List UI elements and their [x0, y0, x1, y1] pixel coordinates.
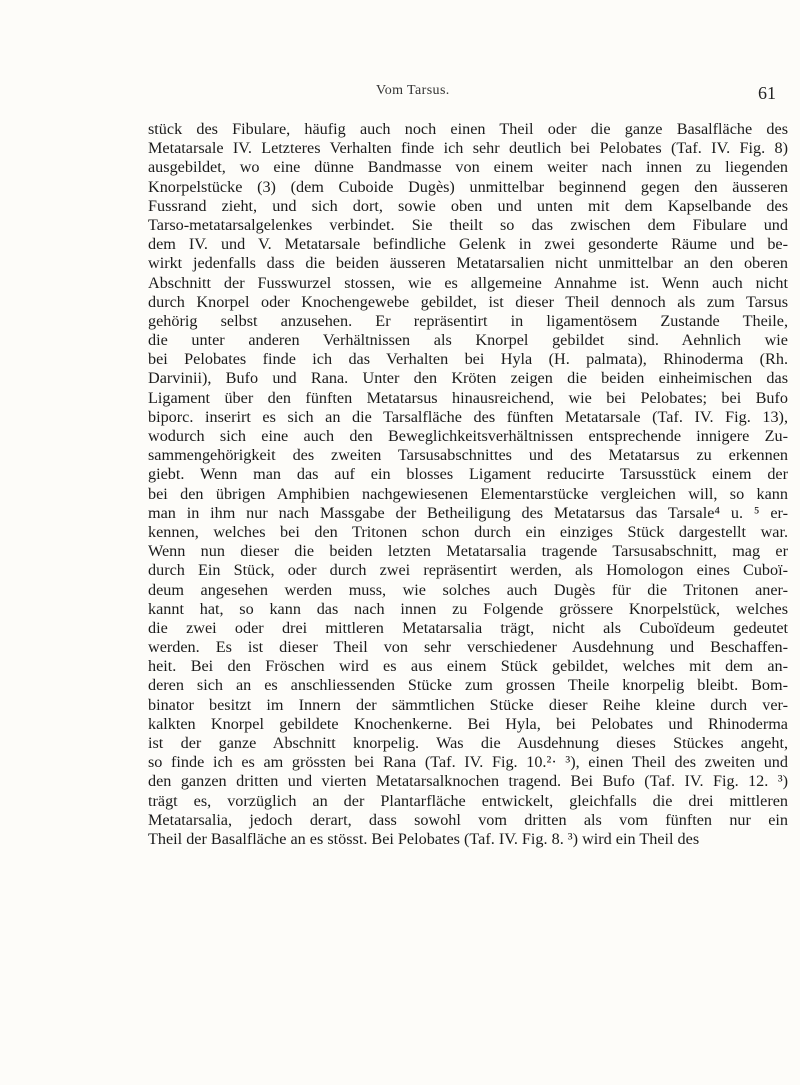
text-line: bei Pelobates finde ich das Verhalten bei Hyla (H. palmata), Rhinoderma (Rh.: [148, 350, 788, 369]
text-line: kannt hat, so kann das nach innen zu Folgende grössere Knorpelstück, welches: [148, 599, 788, 618]
text-line: deren sich an es anschliessenden Stücke zum grossen Theile knorpelig bleibt. Bom-: [148, 676, 788, 695]
text-line: ist der ganze Abschnitt knorpelig. Was die Ausdehnung dieses Stückes angeht,: [148, 734, 788, 752]
text-line: kalkten Knorpel gebildete Knochenkerne. Bei Hyla, bei Pelobates und Rhinoderma: [148, 714, 788, 733]
text-line: durch Ein Stück, oder durch zwei repräsentirt werden, als Homologon eines Cuboï-: [148, 561, 788, 580]
text-line: Metatarsale IV. Letzteres Verhalten finde ich sehr deutlich bei Pelobates (Taf. IV. Fig. 8): [148, 139, 788, 158]
text-line: binator besitzt im Innern der sämmtlichen Stücke dieser Reihe kleine durch ver-: [148, 695, 788, 714]
text-line: stück des Fibulare, häufig auch noch einen Theil oder die ganze Basalfläche des: [148, 120, 788, 138]
text-line: Tarso-metatarsalgelenkes verbindet. Sie theilt so das zwischen dem Fibulare und: [148, 215, 788, 234]
text-line: wirkt jedenfalls dass die beiden äusseren Metatarsalien nicht unmittelbar an den oberen: [148, 254, 788, 273]
text-line: ausgebildet, wo eine dünne Bandmasse von einem weiter nach innen zu liegenden: [148, 158, 788, 177]
text-line: die zwei oder drei mittleren Metatarsalia trägt, nicht als Cuboïdeum gedeutet: [148, 618, 788, 637]
text-line: heit. Bei den Fröschen wird es aus einem Stück gebildet, welches mit dem an-: [148, 657, 788, 676]
text-line: wodurch sich eine auch den Beweglichkeitsverhältnissen entsprechende innigere Zu-: [148, 427, 788, 445]
text-line: gehörig selbst anzusehen. Er repräsentirt in ligamentösem Zustande Theile,: [148, 311, 788, 330]
running-title: Vom Tarsus.: [376, 83, 450, 98]
text-line: biporc. inserirt es sich an die Tarsalfläche des fünften Metatarsale (Taf. IV. Fig. 13),: [148, 407, 788, 426]
text-line: die unter anderen Verhältnissen als Knorpel gebildet sind. Aehnlich wie: [148, 331, 788, 350]
page-number: 61: [758, 83, 776, 103]
text-line: den ganzen dritten und vierten Metatarsalknochen tragend. Bei Bufo (Taf. IV. Fig. 12. ³): [148, 772, 788, 791]
text-line: durch Knorpel oder Knochengewebe gebildet, ist dieser Theil dennoch als zum Tarsus: [148, 292, 788, 311]
body-text: [148, 120, 788, 849]
text-line: man in ihm nur nach Massgabe der Betheiligung des Metatarsus das Tarsale⁴ u. ⁵ er-: [148, 503, 788, 522]
text-line: Knorpelstücke (3) (dem Cuboide Dugès) unmittelbar beginnend gegen den äusseren: [148, 177, 788, 196]
text-line: giebt. Wenn man das auf ein blosses Ligament reducirte Tarsusstück einem der: [148, 465, 788, 484]
text-line: Ligament über den fünften Metatarsus hinausreichend, wie bei Pelobates; bei Bufo: [148, 388, 788, 407]
text-line: deum angesehen werden muss, wie solches auch Dugès für die Tritonen aner-: [148, 580, 788, 599]
text-line: Metatarsalia, jedoch derart, dass sowohl vom dritten als vom fünften nur ein: [148, 810, 788, 829]
text-line: Theil der Basalfläche an es stösst. Bei Pelobates (Taf. IV. Fig. 8. ³) wird ein Theil des: [148, 829, 700, 848]
text-line: Darvinii), Bufo und Rana. Unter den Kröten zeigen die beiden einheimischen das: [148, 369, 788, 388]
text-line: sammengehörigkeit des zweiten Tarsusabschnittes und des Metatarsus zu erkennen: [148, 446, 788, 465]
text-line: Wenn nun dieser die beiden letzten Metatarsalia tragende Tarsusabschnitt, mag er: [148, 542, 788, 561]
text-line: so finde ich es am grössten bei Rana (Taf. IV. Fig. 10.²· ³), einen Theil des zweiten und: [148, 753, 788, 772]
text-line: trägt es, vorzüglich an der Plantarfläche entwickelt, gleichfalls die drei mittleren: [148, 791, 788, 810]
text-line: werden. Es ist dieser Theil von sehr verschiedener Ausdehnung und Beschaffen-: [148, 638, 788, 657]
text-line: Fussrand zieht, und sich dort, sowie oben und unten mit dem Kapselbande des: [148, 196, 788, 215]
text-line: Abschnitt der Fusswurzel stossen, wie es allgemeine Annahme ist. Wenn auch nicht: [148, 273, 788, 292]
text-line: bei den übrigen Amphibien nachgewiesenen Elementarstücke vergleichen will, so kann: [148, 484, 788, 503]
text-line: dem IV. und V. Metatarsale befindliche Gelenk in zwei gesonderte Räume und be-: [148, 235, 788, 254]
text-line: kennen, welches bei den Tritonen schon durch ein einziges Stück dargestellt war.: [148, 522, 788, 541]
